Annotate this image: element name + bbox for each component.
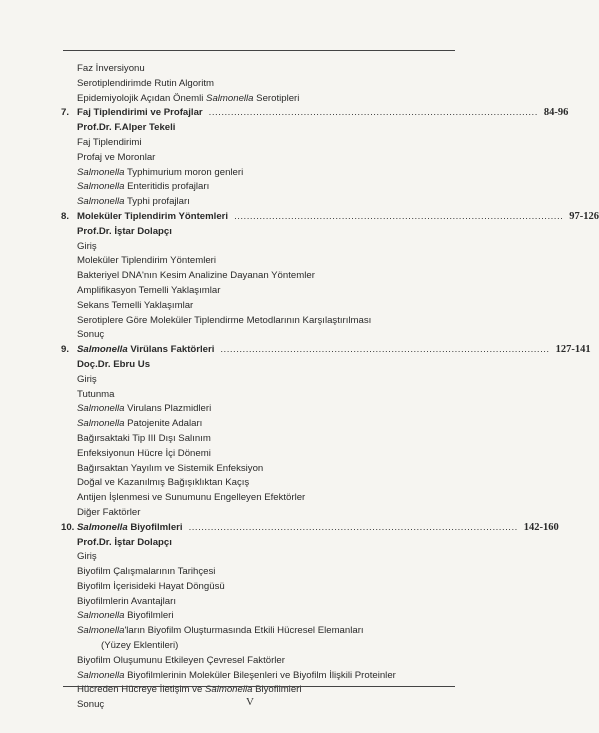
toc-subitem: Biyofilm Oluşumunu Etkileyen Çevresel Faktörler — [77, 654, 285, 666]
subitem-text: Biyofilmlerinin Moleküler Bileşenleri ve Biyofilm İlişkili Proteinler — [124, 669, 396, 681]
top-rule — [63, 50, 455, 51]
toc-subitem: Profaj ve Moronlar — [77, 151, 156, 163]
genus-name: Salmonella — [77, 403, 125, 415]
chapter-heading — [61, 106, 569, 121]
chapter-author: Prof.Dr. İştar Dolapçı — [77, 536, 172, 548]
toc-subitem: Diğer Faktörler — [77, 506, 141, 518]
dot-leader: ........................................................................................................ — [234, 210, 564, 222]
toc-subitem: Faz İnversiyonu — [77, 63, 145, 74]
chapter-heading — [61, 210, 599, 225]
page-range: 127-141 — [555, 344, 591, 356]
chapter-number: 9. — [61, 344, 70, 356]
chapter-author: Prof.Dr. F.Alper Tekeli — [77, 122, 176, 134]
chapter-title — [77, 343, 214, 358]
toc-subitem: Serotiplere Göre Moleküler Tiplendirme Metodlarının Karşılaştırılması — [77, 314, 372, 326]
genus-name: Salmonella — [77, 418, 125, 430]
chapter-number: 7. — [61, 107, 70, 119]
toc-subitem — [61, 609, 455, 624]
dot-leader: ........................................................................................................ — [220, 344, 550, 356]
toc-subitem — [61, 166, 455, 181]
chapter-title-text: Biyofilmleri — [127, 521, 183, 533]
chapter-number: 8. — [61, 210, 70, 222]
toc-subitem: Biyofilmlerin Avantajları — [77, 595, 177, 607]
toc-subitem: Serotiplendirimde Rutin Algoritm — [77, 77, 215, 89]
toc-subitem: Moleküler Tiplendirim Yöntemleri — [77, 255, 216, 267]
subitem-text: Patojenite Adaları — [124, 418, 203, 430]
subitem-text: (Yüzey Eklentileri) — [101, 640, 179, 652]
toc-subitem — [61, 402, 455, 417]
toc-subitem: Biyofilm Çalışmalarının Tarihçesi — [77, 566, 216, 578]
genus-name: Salmonella — [204, 684, 253, 696]
toc-subitem: Sonuç — [77, 329, 105, 341]
toc-subitem: Bakteriyel DNA'nın Kesim Analizine Dayanan Yöntemler — [77, 270, 315, 282]
toc-subitem: Tutunma — [77, 388, 115, 400]
toc-subitem: Sekans Temelli Yaklaşımlar — [77, 299, 194, 311]
toc-subitem — [61, 417, 455, 432]
chapter-heading — [61, 521, 559, 536]
toc-subitem — [61, 669, 455, 684]
dot-leader: ........................................................................................................ — [188, 521, 518, 533]
toc-subitem: Bağırsaktan Yayılım ve Sistemik Enfeksiyon — [77, 462, 264, 474]
toc-subitem — [61, 624, 455, 639]
genus-name: Salmonella — [77, 344, 128, 356]
genus-name: Salmonella — [77, 166, 125, 178]
chapter-title-text: Moleküler Tiplendirim Yöntemleri — [77, 210, 229, 222]
chapter-author: Prof.Dr. İştar Dolapçı — [77, 225, 172, 237]
toc-subitem — [61, 195, 455, 210]
chapter-title-text: Virülans Faktörleri — [127, 344, 215, 356]
toc-subitem: Giriş — [77, 240, 97, 252]
subitem-text: Virulans Plazmidleri — [124, 403, 212, 415]
genus-name: Salmonella — [77, 196, 125, 208]
toc-subitem — [61, 180, 455, 195]
subitem-text: Typhimurium moron genleri — [124, 166, 244, 178]
toc-subitem: Bağırsaktaki Tip III Dışı Salınım — [77, 432, 211, 444]
toc-subitem — [61, 639, 455, 654]
subitem-text: Typhi profajları — [124, 196, 190, 208]
chapter-number: 10. — [61, 521, 75, 533]
dot-leader: ........................................................................................................ — [208, 107, 538, 119]
bottom-rule — [63, 686, 455, 687]
genus-name: Salmonella — [77, 521, 128, 533]
chapter-title — [77, 521, 183, 536]
genus-name: Salmonella — [77, 610, 125, 622]
genus-name: Salmonella — [206, 92, 254, 104]
toc-subitem: Enfeksiyonun Hücre İçi Dönemi — [77, 447, 211, 459]
subitem-text: 'ların Biyofilm Oluşturmasında Etkili Hücresel Elemanları — [124, 625, 364, 637]
subitem-text: Serotipleri — [253, 92, 300, 104]
subitem-text: Epidemiyolojik Açıdan Önemli — [77, 92, 207, 104]
subitem-text: Biyofilmleri — [252, 684, 302, 696]
subitem-text: Hücreden Hücreye İletişim ve — [77, 684, 205, 696]
toc-subitem: Amplifikasyon Temelli Yaklaşımlar — [77, 284, 221, 296]
chapter-title-text: Faj Tiplendirimi ve Profajlar — [77, 107, 203, 119]
toc-subitem: Faj Tiplendirimi — [77, 136, 142, 148]
subitem-text: Enteritidis profajları — [124, 181, 210, 193]
genus-name: Salmonella — [77, 625, 125, 637]
chapter-title — [77, 210, 228, 225]
genus-name: Salmonella — [77, 669, 125, 681]
toc-subitem: Biyofilm İçerisideki Hayat Döngüsü — [77, 580, 225, 592]
chapter-author: Doç.Dr. Ebru Us — [77, 358, 151, 370]
chapter-heading — [61, 343, 591, 358]
toc-subitem: Sonuç — [77, 699, 105, 711]
page-range: 142-160 — [523, 521, 559, 533]
subitem-text: Biyofilmleri — [124, 610, 174, 622]
toc-subitem: Antijen İşlenmesi ve Sunumunu Engelleyen Efektörler — [77, 492, 306, 504]
table-of-contents — [61, 62, 599, 713]
toc-subitem: Giriş — [77, 551, 97, 563]
page-range: 97-126 — [569, 210, 599, 222]
page-number: V — [246, 696, 254, 708]
chapter-title — [77, 106, 203, 121]
toc-subitem: Doğal ve Kazanılmış Bağışıklıktan Kaçış — [77, 477, 250, 489]
page-range: 84-96 — [543, 107, 569, 119]
toc-subitem: Giriş — [77, 373, 97, 385]
genus-name: Salmonella — [77, 181, 125, 193]
toc-subitem — [61, 92, 455, 107]
